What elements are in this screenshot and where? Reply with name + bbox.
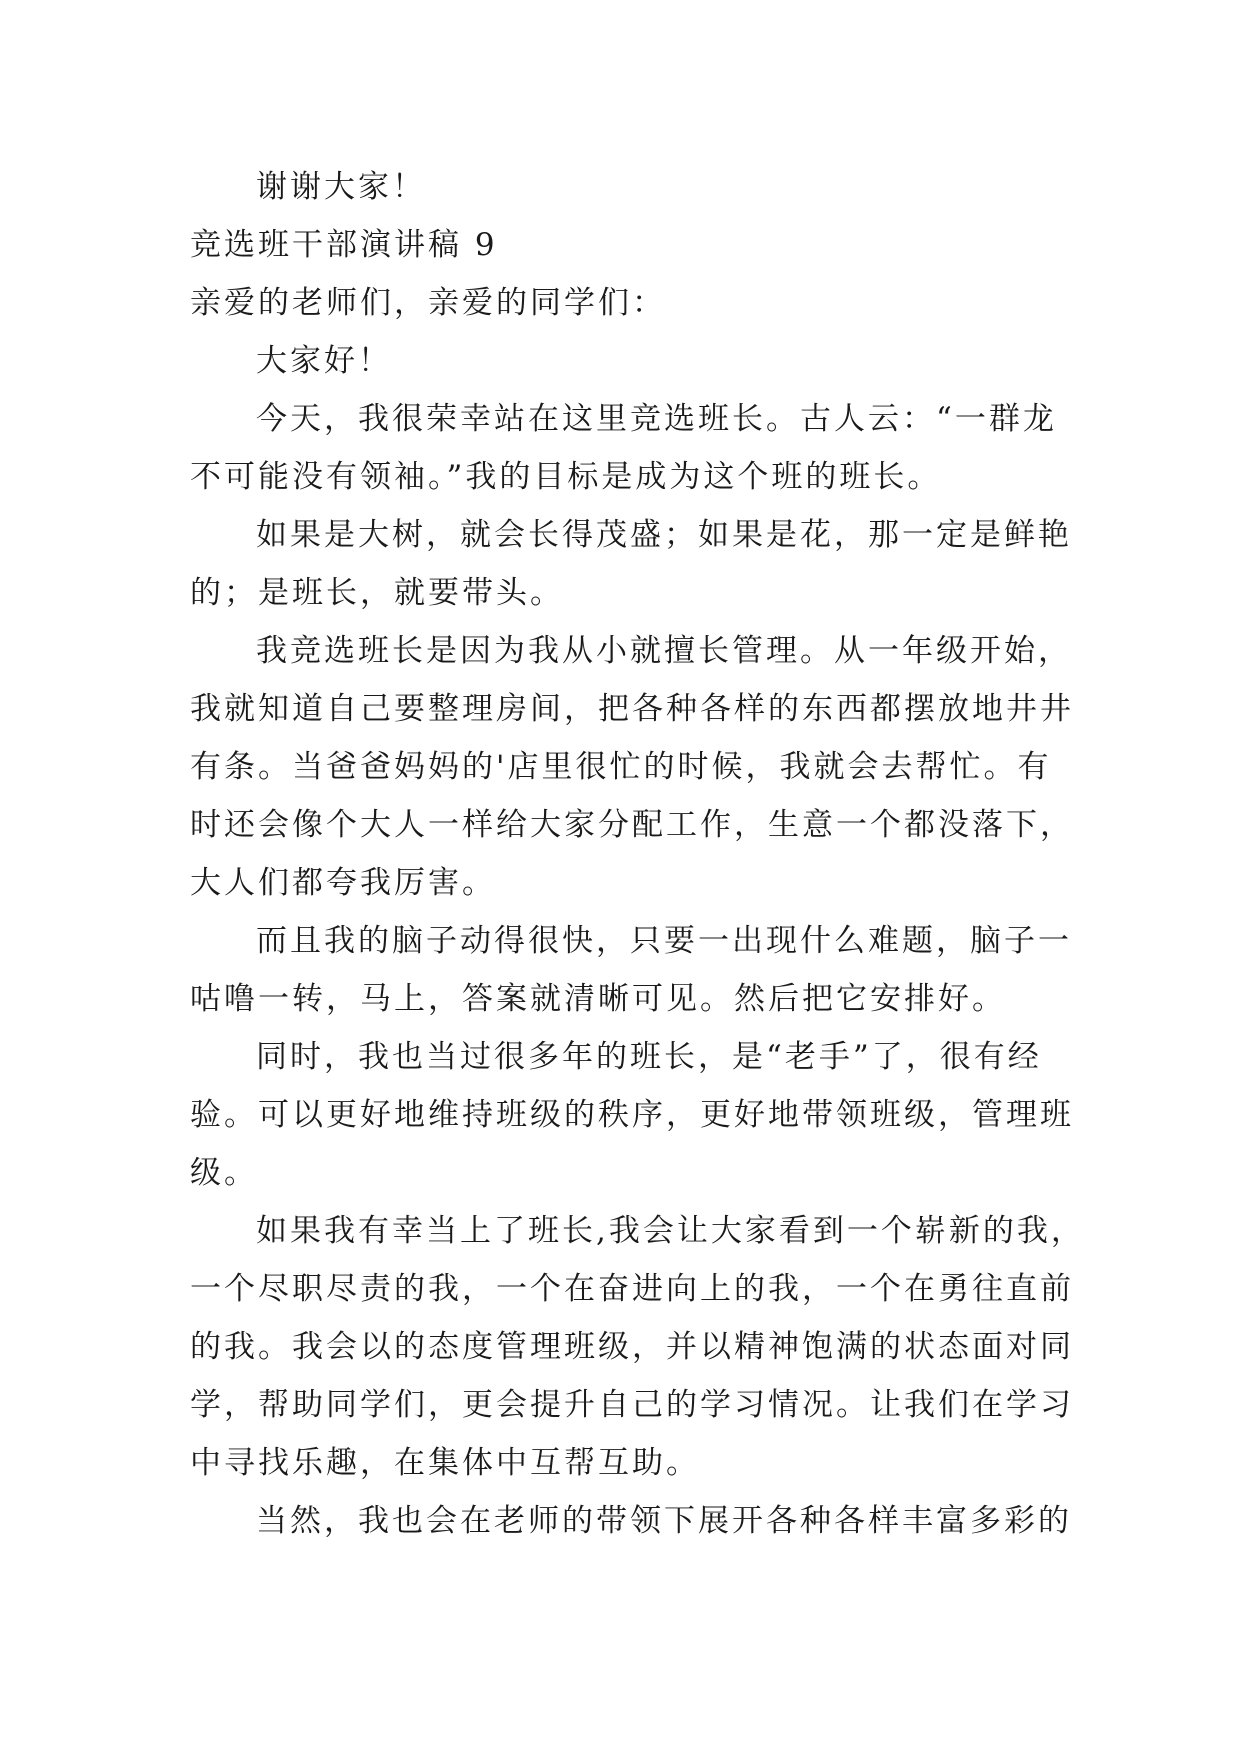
text-line: 中寻找乐趣，在集体中互帮互助。 [190,1445,700,1481]
text-line: 不可能没有领袖。”我的目标是成为这个班的班长。 [190,459,942,495]
section-title: 竞选班干部演讲稿 9 [190,227,498,263]
text-line: 咕噜一转，马上，答案就清晰可见。然后把它安排好。 [190,981,1006,1017]
text-line: 大人们都夸我厉害。 [190,865,496,901]
text-line: 如果我有幸当上了班长,我会让大家看到一个崭新的我， [256,1213,1085,1249]
text-line: 时还会像个大人一样给大家分配工作，生意一个都没落下， [190,807,1074,843]
text-line: 今天，我很荣幸站在这里竞选班长。古人云：“一群龙 [256,401,1057,437]
text-line: 验。可以更好地维持班级的秩序，更好地带领班级，管理班 [190,1097,1074,1133]
text-line: 我竞选班长是因为我从小就擅长管理。从一年级开始， [256,633,1072,669]
text-line: 学，帮助同学们，更会提升自己的学习情况。让我们在学习 [190,1387,1074,1423]
text-line: 有条。当爸爸妈妈的'店里很忙的时候，我就会去帮忙。有 [190,749,1052,785]
text-line: 谢谢大家！ [256,169,426,205]
text-line: 同时，我也当过很多年的班长，是“老手”了，很有经 [256,1039,1042,1075]
text-line: 如果是大树，就会长得茂盛；如果是花，那一定是鲜艳 [256,517,1072,553]
text-line: 的我。我会以的态度管理班级，并以精神饱满的状态面对同 [190,1329,1074,1365]
text-line: 级。 [190,1155,258,1191]
greeting: 大家好！ [256,343,392,379]
text-line: 的；是班长，就要带头。 [190,575,564,611]
text-line: 我就知道自己要整理房间，把各种各样的东西都摆放地井井 [190,691,1074,727]
text-line: 一个尽职尽责的我，一个在奋进向上的我，一个在勇往直前 [190,1271,1074,1307]
text-line: 当然，我也会在老师的带领下展开各种各样丰富多彩的 [256,1503,1072,1539]
salutation: 亲爱的老师们，亲爱的同学们： [190,285,666,321]
document-body [190,158,1085,1550]
text-line: 而且我的脑子动得很快，只要一出现什么难题，脑子一 [256,923,1072,959]
